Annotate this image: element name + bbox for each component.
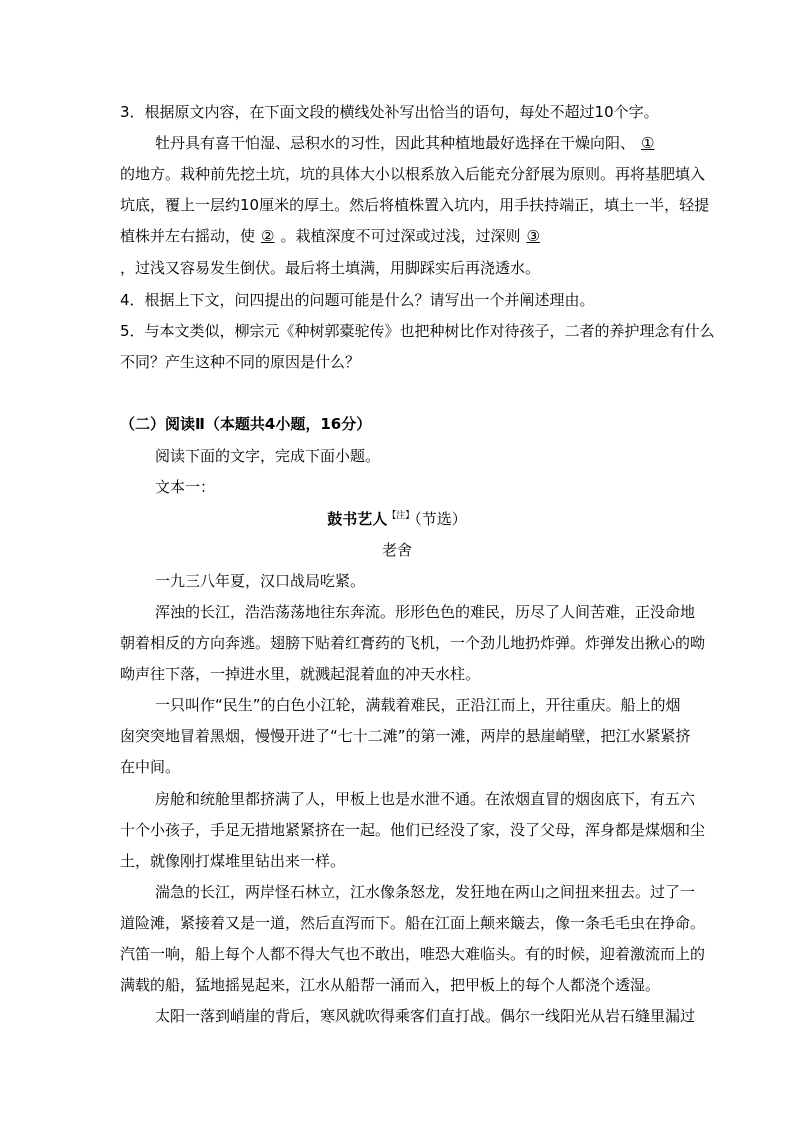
article-line: 汽笛一响，船上每个人都不得大气也不敢出，唯恐大难临头。有的时候，迎着激流而上的 [120, 945, 706, 963]
article-line: 在中间。 [120, 758, 181, 776]
question-5-prompt: 5．与本文类似，柳宗元《种树郭橐驼传》也把种树比作对待孩子，二者的养护理念有什么 [120, 322, 715, 340]
article-line: 太阳一落到峭崖的背后，寒风就吹得乘客们直打战。偶尔一线阳光从岩石缝里漏过 [155, 1007, 696, 1025]
article-line: 道险滩，紧接着又是一道，然后直泻而下。船在江面上颠来簸去，像一条毛毛虫在挣命。 [120, 914, 706, 932]
article-line: 十个小孩子，手足无措地紧紧挤在一起。他们已经没了家，没了父母，浑身都是煤烟和尘 [120, 821, 706, 839]
article-title [0, 509, 794, 531]
text-label: 文本一： [155, 478, 216, 496]
question-4-prompt: 4．根据上下文，问四提出的问题可能是什么？请写出一个并阐述理由。 [120, 291, 595, 309]
paragraph-text: 。栽植深度不可过深或过浅，过深则 [280, 227, 521, 245]
article-line: 湍急的长江，两岸怪石林立，江水像条怒龙，发狂地在两山之间扭来扭去。过了一 [155, 883, 696, 901]
question-3-paragraph-line [120, 226, 680, 248]
paragraph-text: 植株并左右摇动，使 [120, 227, 256, 245]
question-3-paragraph-line: 的地方。栽种前先挖土坑，坑的具体大小以根系放入后能充分舒展为原则。再将基肥填入 [120, 165, 706, 183]
article-line: 浑浊的长江，浩浩荡荡地往东奔流。形形色色的难民，历尽了人间苦难，正没命地 [155, 603, 696, 621]
question-5-prompt: 不同？产生这种不同的原因是什么？ [120, 353, 361, 371]
question-3-prompt: 3．根据原文内容，在下面文段的横线处补写出恰当的语句，每处不超过10个字。 [120, 103, 659, 121]
question-3-paragraph-line [155, 133, 680, 155]
section-instruction: 阅读下面的文字，完成下面小题。 [155, 447, 381, 465]
article-author: 老舍 [381, 541, 412, 559]
article-line: 满载的船，猛地摇晃起来，江水从船帮一涌而入，把甲板上的每个人都浇个透湿。 [120, 976, 661, 994]
title-subtitle: （节选） [414, 510, 467, 528]
article-line: 囱突突地冒着黑烟，慢慢开进了“七十二滩”的第一滩，两岸的悬崖峭壁，把江水紧紧挤 [120, 727, 691, 745]
note-mark[interactable]: 【注】 [387, 511, 415, 521]
article-line: 一九三八年夏，汉口战局吃紧。 [155, 572, 366, 590]
answer-blank-1[interactable]: ① [641, 134, 655, 152]
article-line: 朝着相反的方向奔逃。翅膀下贴着红膏药的飞机，一个劲儿地扔炸弹。炸弹发出揪心的呦 [120, 634, 706, 652]
section-heading: （二）阅读Ⅱ（本题共4小题，16分） [120, 415, 372, 433]
article-line: 土，就像刚打煤堆里钻出来一样。 [120, 852, 346, 870]
question-3-paragraph-line: ，过浅又容易发生倒伏。最后将土填满，用脚踩实后再浇透水。 [120, 259, 541, 277]
paragraph-text: 牡丹具有喜干怕湿、忌积水的习性，因此其种植地最好选择在干燥向阳、 [155, 134, 636, 152]
article-line: 房舱和统舱里都挤满了人，甲板上也是水泄不通。在浓烟直冒的烟囱底下，有五六 [155, 790, 696, 808]
question-3-paragraph-line: 坑底，覆上一层约10厘米的厚土。然后将植株置入坑内，用手扶持端正，填土一半，轻提 [120, 196, 710, 214]
article-line: 一只叫作“民生”的白色小江轮，满载着难民，正沿江而上，开往重庆。船上的烟 [155, 696, 681, 714]
article-line: 呦声往下落，一掉进水里，就溅起混着血的冲天水柱。 [120, 665, 481, 683]
title-text: 鼓书艺人 [327, 510, 388, 528]
answer-blank-2[interactable]: ② [261, 227, 275, 245]
answer-blank-3[interactable]: ③ [526, 227, 540, 245]
